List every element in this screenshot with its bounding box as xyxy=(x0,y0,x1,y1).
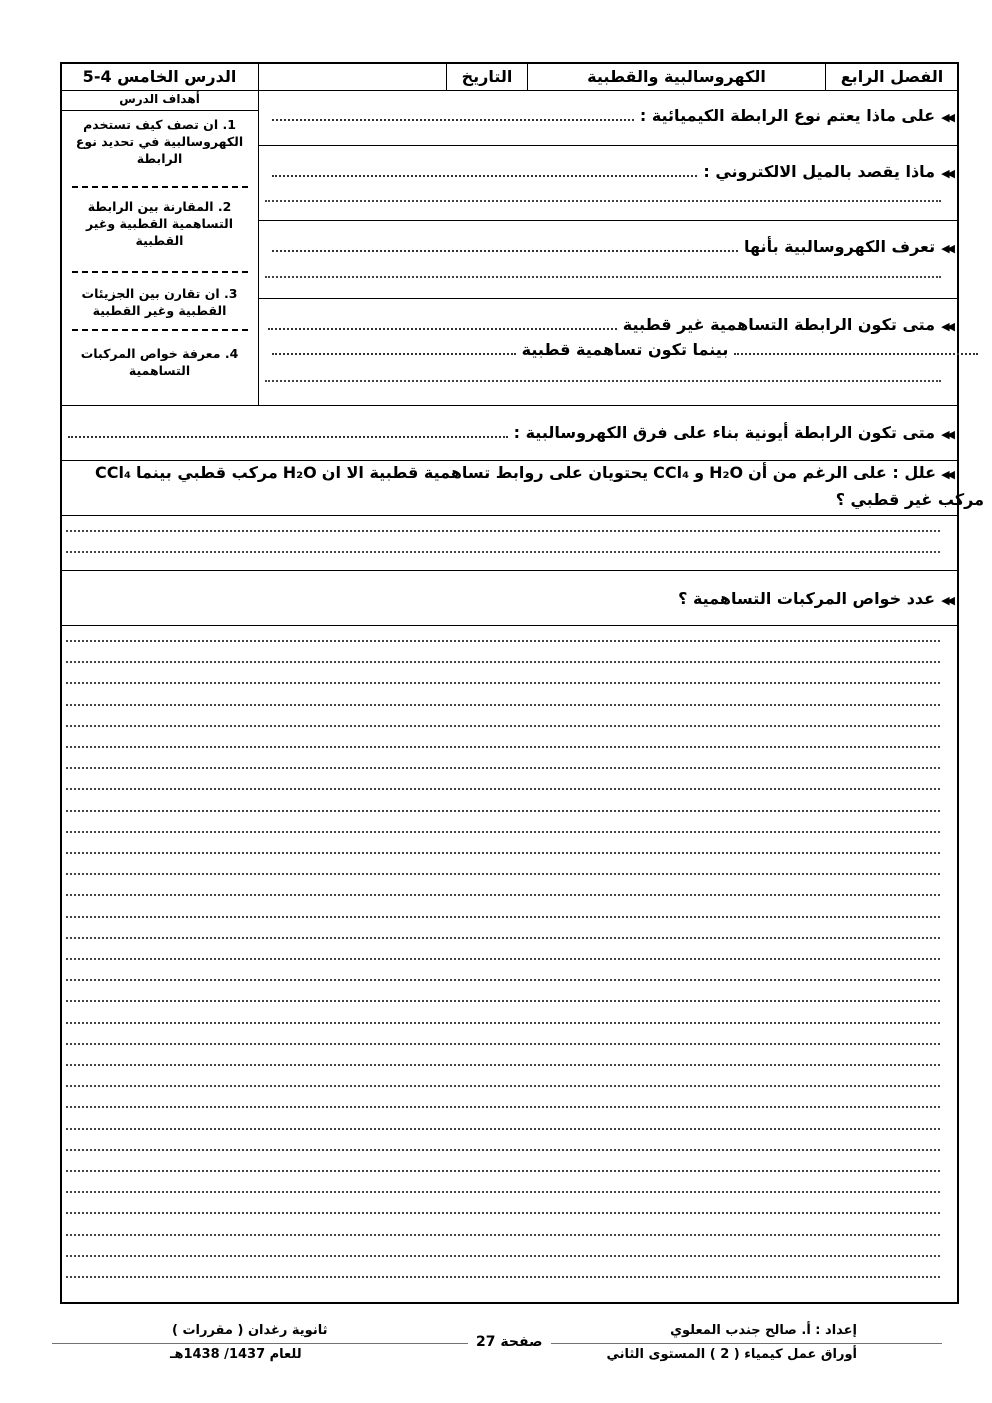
double-arrow-icon: ◀◀ xyxy=(941,242,952,255)
answer-line[interactable] xyxy=(66,916,940,918)
question-6 xyxy=(95,463,952,482)
answer-line[interactable] xyxy=(66,852,940,854)
page-number: صفحة 27 xyxy=(468,1334,551,1350)
formula-h2o: H₂O xyxy=(709,463,744,482)
question-text: متى تكون الرابطة أيونية بناء على فرق الكهروسالبية : xyxy=(513,423,936,442)
answer-line[interactable] xyxy=(68,436,508,438)
answer-line[interactable] xyxy=(66,979,940,981)
question-text: تعرف الكهروسالبية بأنها xyxy=(743,237,936,256)
answer-line[interactable] xyxy=(66,1170,940,1172)
question-text: ماذا يقصد بالميل الالكتروني : xyxy=(703,162,936,181)
double-arrow-icon: ◀◀ xyxy=(941,320,952,333)
answer-line[interactable] xyxy=(272,175,697,177)
footer-series: أوراق عمل كيمياء ( 2 ) المستوى الثاني xyxy=(606,1347,857,1362)
answer-line[interactable] xyxy=(66,640,940,642)
answer-line[interactable] xyxy=(66,1191,940,1193)
question-text: عدد خواص المركبات التساهمية ؟ xyxy=(678,589,936,608)
answer-line[interactable] xyxy=(66,682,940,684)
double-arrow-icon: ◀◀ xyxy=(941,468,952,481)
answer-line[interactable] xyxy=(66,530,940,532)
answer-line[interactable] xyxy=(66,704,940,706)
question-text: على ماذا يعتم نوع الرابطة الكيميائية : xyxy=(639,106,936,125)
answer-line[interactable] xyxy=(66,788,940,790)
objectives-title: أهداف الدرس xyxy=(119,92,200,106)
objective-item: 2. المقارنة بين الرابطة التساهمية القطبية وغير القطبية xyxy=(85,199,234,248)
question-text: يحتويان على روابط تساهمية قطبية الا ان xyxy=(321,463,649,482)
question-text: علل : على الرغم من أن xyxy=(748,463,937,482)
question-text: بينما تكون تساهمية قطبية xyxy=(521,340,729,359)
footer-school: ثانوية رغدان ( مقررات ) xyxy=(172,1323,328,1338)
question-text: متى تكون الرابطة التساهمية غير قطبية xyxy=(622,315,936,334)
answer-line[interactable] xyxy=(272,119,634,121)
question-3 xyxy=(272,237,952,256)
question-7 xyxy=(678,589,952,608)
question-6-continued: مركب غير قطبي ؟ xyxy=(835,490,984,509)
question-4b xyxy=(272,340,978,359)
date-label: التاريخ xyxy=(461,67,513,86)
answer-line[interactable] xyxy=(268,328,617,330)
question-2 xyxy=(272,162,952,181)
answer-line[interactable] xyxy=(66,1106,940,1108)
answer-line[interactable] xyxy=(272,250,738,252)
footer-year: للعام 1437/ 1438هـ xyxy=(170,1347,302,1362)
lesson-label: الدرس الخامس 4-5 xyxy=(82,67,237,86)
answer-line[interactable] xyxy=(66,725,940,727)
answer-line[interactable] xyxy=(66,551,940,553)
question-1 xyxy=(272,106,952,125)
question-5 xyxy=(68,423,952,442)
answer-line[interactable] xyxy=(66,1234,940,1236)
answer-line[interactable] xyxy=(66,937,940,939)
question-text: و xyxy=(694,463,705,482)
answer-line[interactable] xyxy=(66,831,940,833)
answer-line[interactable] xyxy=(66,767,940,769)
formula-ccl4: CCl₄ xyxy=(94,463,131,482)
double-arrow-icon: ◀◀ xyxy=(941,594,952,607)
answer-line[interactable] xyxy=(66,810,940,812)
question-4 xyxy=(268,315,952,334)
question-text: مركب قطبي بينما xyxy=(135,463,278,482)
objective-item: 4. معرفة خواص المركبات التساهمية xyxy=(80,346,239,378)
formula-h2o: H₂O xyxy=(282,463,317,482)
answer-line[interactable] xyxy=(66,873,940,875)
answer-line[interactable] xyxy=(66,1000,940,1002)
answer-line[interactable] xyxy=(66,958,940,960)
answer-line[interactable] xyxy=(265,380,941,382)
double-arrow-icon: ◀◀ xyxy=(941,167,952,180)
answer-line[interactable] xyxy=(66,894,940,896)
answer-line[interactable] xyxy=(66,1255,940,1257)
date-field[interactable] xyxy=(259,63,446,90)
answer-line[interactable] xyxy=(272,353,516,355)
objective-item: 1. ان تصف كيف تستخدم الكهروسالبية في تحديد نوع الرابطة xyxy=(75,117,244,166)
footer-author: إعداد : أ. صالح جندب المعلوي xyxy=(670,1323,857,1338)
answer-line[interactable] xyxy=(66,1043,940,1045)
answer-line[interactable] xyxy=(66,1128,940,1130)
answer-line[interactable] xyxy=(66,1276,940,1278)
answer-line[interactable] xyxy=(66,1149,940,1151)
answer-line[interactable] xyxy=(66,1022,940,1024)
double-arrow-icon: ◀◀ xyxy=(941,428,952,441)
answer-line[interactable] xyxy=(66,746,940,748)
answer-line[interactable] xyxy=(66,661,940,663)
double-arrow-icon: ◀◀ xyxy=(941,111,952,124)
formula-ccl4: CCl₄ xyxy=(653,463,690,482)
objective-item: 3. ان تقارن بين الجزيئات القطبية وغير القطبية xyxy=(81,286,238,318)
answer-line[interactable] xyxy=(66,1212,940,1214)
answer-line[interactable] xyxy=(66,1085,940,1087)
topic-label: الكهروسالبية والقطبية xyxy=(587,67,766,86)
answer-line[interactable] xyxy=(265,200,941,202)
chapter-label: الفصل الرابع xyxy=(840,67,944,86)
answer-line[interactable] xyxy=(265,276,941,278)
answer-line[interactable] xyxy=(66,1064,940,1066)
answer-line[interactable] xyxy=(734,353,978,355)
